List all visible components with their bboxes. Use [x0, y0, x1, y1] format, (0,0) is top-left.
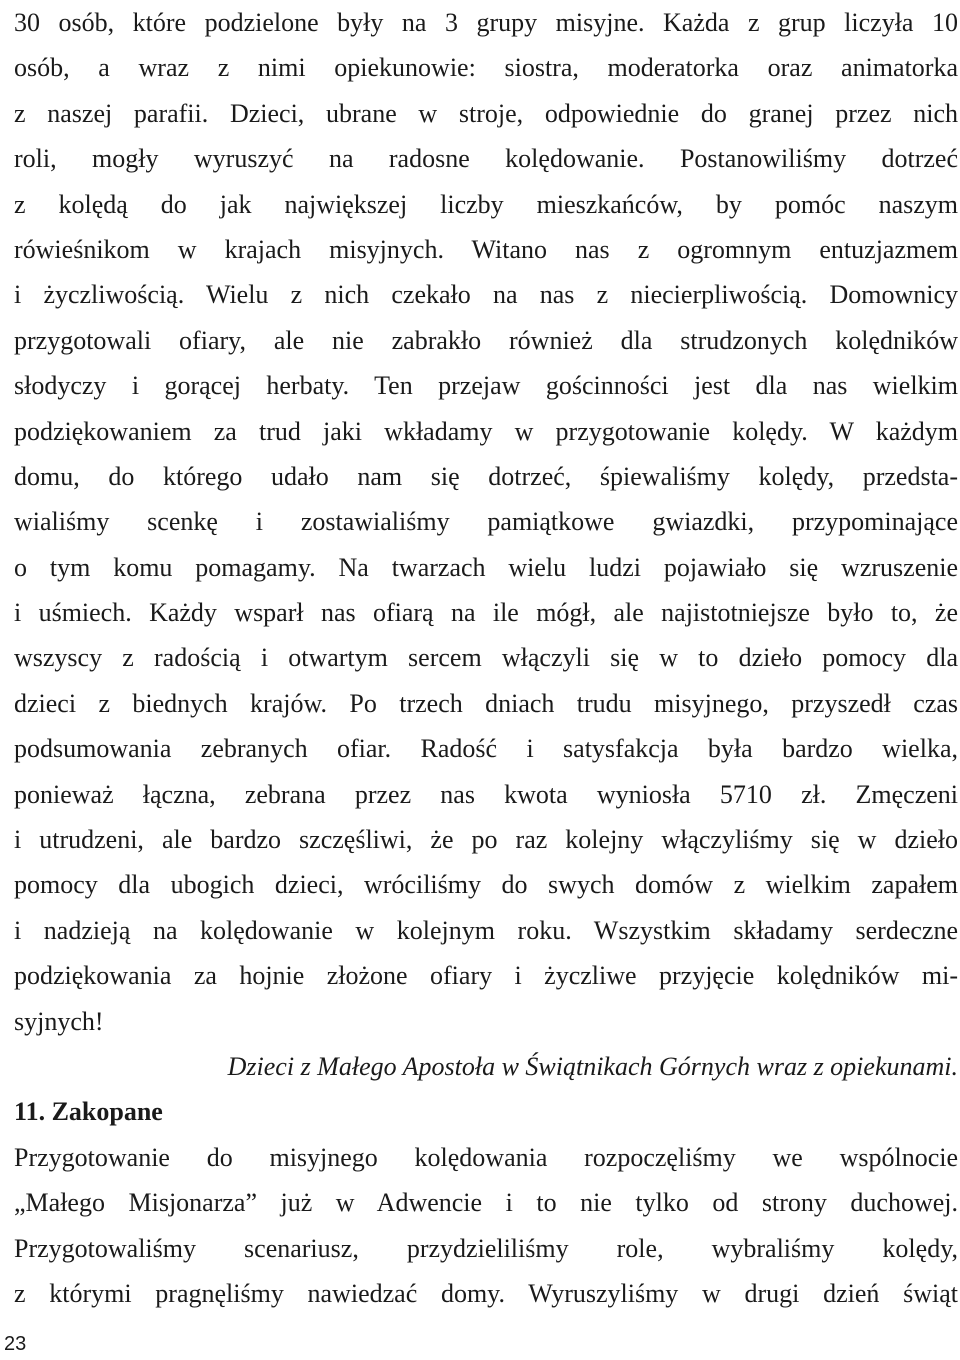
document-page	[14, 0, 958, 1316]
paragraph-2	[14, 1135, 958, 1317]
text-line: słodyczy i gorącej herbaty. Ten przejaw gościnności jest dla nas wielkim	[14, 371, 958, 401]
text-line: z naszej parafii. Dzieci, ubrane w stroje, odpowiednie do granej przez nich	[14, 98, 958, 128]
text-line: roli, mogły wyruszyć na radosne kolędowanie. Postanowiliśmy dotrzeć	[14, 144, 958, 174]
text-line: 30 osób, które podzielone były na 3 grupy misyjne. Każda z grup liczyła 10	[14, 8, 958, 37]
section-heading: 11. Zakopane	[14, 1097, 163, 1127]
text-line: ponieważ łączna, zebrana przez nas kwota wyniosła 5710 zł. Zmęczeni	[14, 779, 958, 809]
text-line: rówieśnikom w krajach misyjnych. Witano nas z ogromnym entuzjazmem	[14, 234, 958, 264]
text-line: podziękowania za hojnie złożone ofiary i życzliwe przyjęcie kolędników mi-	[14, 961, 958, 991]
text-line: Przygotowanie do misyjnego kolędowania rozpoczęliśmy we wspólnocie	[14, 1142, 958, 1172]
text-line: syjnych!	[14, 1006, 104, 1036]
paragraph-1	[14, 0, 958, 1044]
text-line: podsumowania zebranych ofiar. Radość i satysfakcja była bardzo wielka,	[14, 734, 958, 764]
text-line: Przygotowaliśmy scenariusz, przydzieliliśmy role, wybraliśmy kolędy,	[14, 1233, 958, 1263]
text-line: „Małego Misjonarza” już w Adwencie i to nie tylko od strony duchowej.	[14, 1188, 958, 1218]
text-line: przygotowali ofiary, ale nie zabrakło również dla strudzonych kolędników	[14, 325, 958, 355]
signature: Dzieci z Małego Apostoła w Świątnikach Górnych wraz z opiekunami.	[227, 1051, 958, 1081]
text-line: i życzliwością. Wielu z nich czekało na nas z niecierpliwością. Domownicy	[14, 280, 958, 310]
text-line: wszyscy z radością i otwartym sercem włączyli się w to dzieło pomocy dla	[14, 643, 958, 673]
text-line: wialiśmy scenkę i zostawialiśmy pamiątkowe gwiazdki, przypominające	[14, 507, 958, 537]
text-line: osób, a wraz z nimi opiekunowie: siostra, moderatorka oraz animatorka	[14, 53, 958, 83]
text-line: i utrudzeni, ale bardzo szczęśliwi, że po raz kolejny włączyliśmy się w dzieło	[14, 825, 958, 855]
text-line: z którymi pragnęliśmy nawiedzać domy. Wyruszyliśmy w drugi dzień świąt	[14, 1278, 958, 1308]
text-line: domu, do którego udało nam się dotrzeć, śpiewaliśmy kolędy, przedsta-	[14, 461, 958, 491]
text-line: o tym komu pomagamy. Na twarzach wielu ludzi pojawiało się wzruszenie	[14, 552, 958, 582]
text-line: i nadzieją na kolędowanie w kolejnym roku. Wszystkim składamy serdeczne	[14, 915, 958, 945]
text-line: pomocy dla ubogich dzieci, wróciliśmy do swych domów z wielkim zapałem	[14, 870, 958, 900]
text-line: i uśmiech. Każdy wsparł nas ofiarą na ile mógł, ale najistotniejsze było to, że	[14, 598, 958, 628]
text-line: podziękowaniem za trud jaki wkładamy w przygotowanie kolędy. W każdym	[14, 416, 958, 446]
page-number: 23	[4, 1333, 27, 1355]
text-line: dzieci z biednych krajów. Po trzech dniach trudu misyjnego, przyszedł czas	[14, 688, 958, 718]
text-line: z kolędą do jak największej liczby mieszkańców, by pomóc naszym	[14, 189, 958, 219]
